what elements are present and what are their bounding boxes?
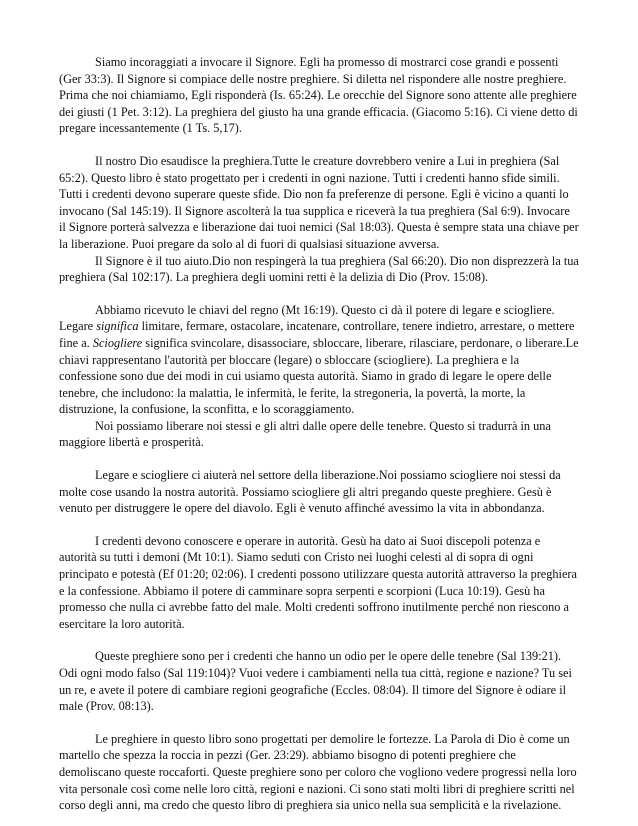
paragraph-text: Il Signore è il tuo aiuto.Dio non respingerà la tua preghiera (Sal 66:20). Dio non disprezzerà la tua preghiera (Sal 102:17). La preghiera degli uomini retti è la delizia di Dio (Prov. 15:08). [59,253,579,285]
paragraph-text: Legare e sciogliere ci aiuterà nel settore della liberazione.Noi possiamo sciogliere noi stessi da molte cose usando la nostra autorità. Possiamo sciogliere gli altri pregando queste preghiere. Gesù è venuto per distruggere le opere del diavolo. Egli è venuto affinché avessimo la vita in abbondanza. [59,468,561,516]
paragraph [59,467,579,517]
paragraph [59,533,579,633]
document-page [59,54,579,814]
paragraph [59,731,579,814]
italic-term: significa [96,319,139,334]
paragraph [59,648,579,714]
paragraph-text: I credenti devono conoscere e operare in autorità. Gesù ha dato ai Suoi discepoli potenza e autorità su tutti i demoni (Mt 10:1). Siamo seduti con Cristo nei luoghi celesti al di sopra di ogni principato e potestà (Ef 01:20; 02:06). I credenti possono utilizzare questa autorità attraverso la preghiera e la confessione. Abbiamo il potere di camminare sopra serpenti e scorpioni (Luca 10:19). Gesù ha promesso che nulla ci avrebbe fatto del male. Molti credenti soffrono inutilmente perché non riescono a esercitare la loro autorità. [59,533,577,631]
paragraph-text: Noi possiamo liberare noi stessi e gli altri dalle opere delle tenebre. Questo si tradurrà in una maggiore libertà e prosperità. [59,418,551,450]
paragraph-text: Abbiamo ricevuto le chiavi del regno (Mt 16:19). Questo ci dà il potere di legare e sciogliere. Legare [59,302,555,334]
paragraph [59,302,579,418]
paragraph [59,153,579,253]
paragraph-text: significa svincolare, disassociare, sbloccare, liberare, rilasciare, perdonare, o liberare.Le chiavi rappresentano l'autorità per bloccare (legare) o sbloccare (sciogliere). La preghiera e la confessione sono due dei modi in cui usiamo questa autorità. Siamo in grado di legare le opere delle tenebre, che includono: la malattia, le infermità, le ferite, la stregoneria, la povertà, la morte, la distruzione, la confusione, la sconfitta, e lo scoraggiamento. [59,335,579,417]
paragraph [59,54,579,137]
paragraph-text: limitare, fermare, ostacolare, incatenare, controllare, tenere indietro, arrestare, o mettere fine a. [59,319,575,350]
paragraph-text: Il nostro Dio esaudisce la preghiera.Tutte le creature dovrebbero venire a Lui in preghiera (Sal 65:2). Questo libro è stato progettato per i credenti in ogni nazione. Tutti i credenti hanno sfide simili. Tutti i credenti devono superare queste sfide. Dio non fa preferenze di persone. Egli è vicino a quanti lo invocano (Sal 145:19). Il Signore ascolterà la tua supplica e riceverà la tua preghiera (Sal 6:9). Invocare il Signore porterà salvezza e liberazione dai tuoi nemici (Sal 18:03). Questa è sempre stata una chiave per la liberazione. Puoi pregare da solo al di fuori di qualsiasi situazione avversa. [59,153,579,251]
paragraph [59,253,579,286]
paragraph-text: Queste preghiere sono per i credenti che hanno un odio per le opere delle tenebre (Sal 139:21). Odi ogni modo falso (Sal 119:104)? Vuoi vedere i cambiamenti nella tua città, regione e nazione? Tu sei un re, e avete il potere di cambiare regioni geografiche (Eccles. 08:04). Il timore del Signore è odiare il male (Prov. 08:13). [59,649,572,714]
paragraph [59,418,579,451]
italic-term: Sciogliere [92,335,143,350]
paragraph-text: Le preghiere in questo libro sono progettati per demolire le fortezze. La Parola di Dio è come un martello che spezza la roccia in pezzi (Ger. 23:29). abbiamo bisogno di potenti preghiere che demoliscano queste roccaforti. Queste preghiere sono per coloro che vogliono vedere progressi nella loro vita personale così come nelle loro città, regioni e nazioni. Ci sono stati molti libri di preghiere scritti nel corso degli anni, ma credo che questo libro di preghiera sia unico nella sua semplicità e la rivelazione. [59,731,577,813]
paragraph-text: Siamo incoraggiati a invocare il Signore. Egli ha promesso di mostrarci cose grandi e possenti (Ger 33:3). Il Signore si compiace delle nostre preghiere. Si diletta nel rispondere alle nostre preghiere. Prima che noi chiamiamo, Egli risponderà (Is. 65:24). Le orecchie del Signore sono attente alle preghiere dei giusti (1 Pet. 3:12). La preghiera del giusto ha una grande efficacia. (Giacomo 5:16). Ci viene detto di pregare incessantemente (1 Ts. 5,17). [59,55,578,136]
